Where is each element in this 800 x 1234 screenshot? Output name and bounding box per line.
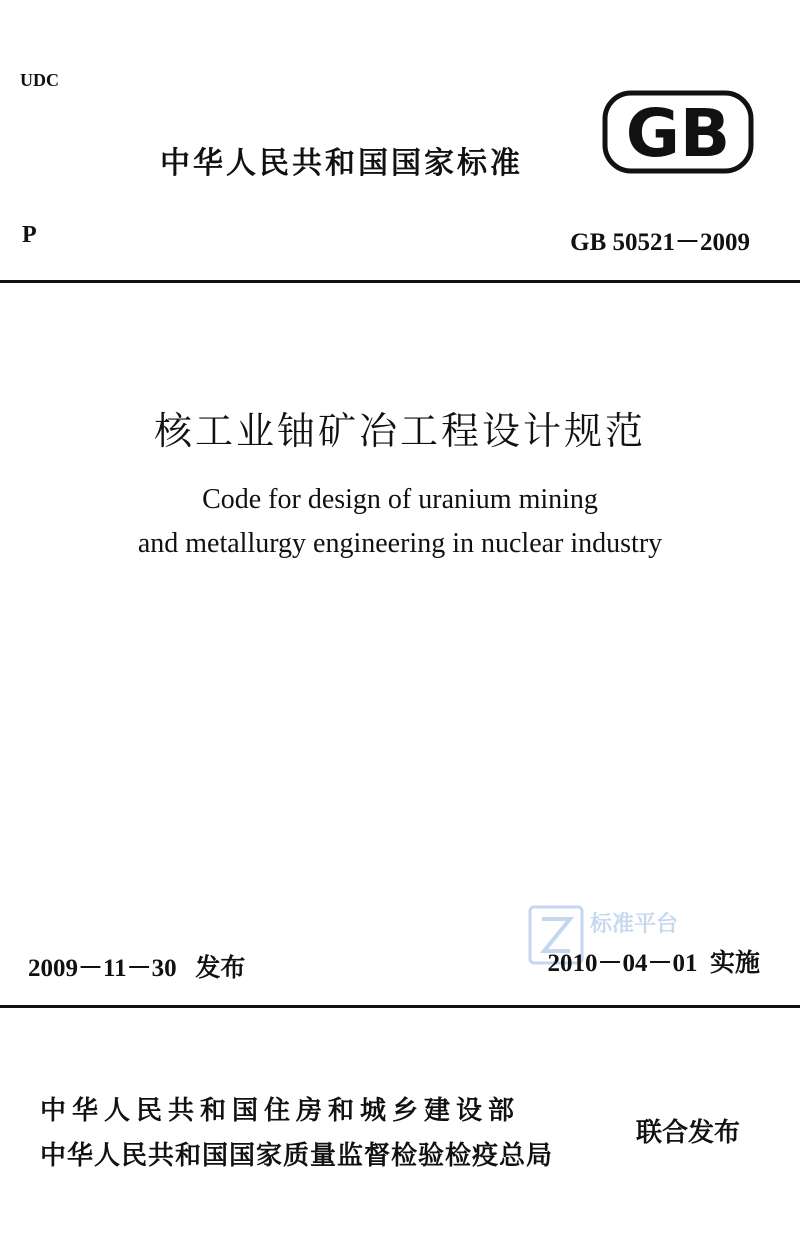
issuer-aqsiq: 中华人民共和国国家质量监督检验检疫总局 xyxy=(40,1141,554,1171)
title-english-line1: Code for design of uranium mining xyxy=(202,484,598,515)
issuer-ministry-housing: 中华人民共和国住房和城乡建设部 xyxy=(40,1096,521,1126)
issue-label: 发布 xyxy=(195,953,246,982)
implement-date-line xyxy=(547,943,760,979)
national-standard-heading: 中华人民共和国国家标准 xyxy=(160,146,523,181)
classification-label: P xyxy=(22,222,37,248)
gb-logo xyxy=(602,90,754,174)
title-english-line2: and metallurgy engineering in nuclear industry xyxy=(137,528,663,559)
title-chinese: 核工业铀矿冶工程设计规范 xyxy=(153,409,646,453)
top-divider xyxy=(0,280,800,283)
title-english xyxy=(0,478,800,566)
standard-code: GB 50521－2009 xyxy=(570,229,750,256)
implement-label: 实施 xyxy=(709,948,760,977)
joint-issue-label: 联合发布 xyxy=(636,1118,741,1148)
issue-date: 2009－11－30 xyxy=(28,955,177,982)
gb-logo-text: GB xyxy=(625,95,731,172)
udc-label: UDC xyxy=(20,70,59,90)
implement-date: 2010－04－01 xyxy=(547,950,698,977)
watermark-text: 标准平台 xyxy=(590,912,679,937)
issue-date-line xyxy=(28,948,245,984)
bottom-divider xyxy=(0,1005,800,1008)
